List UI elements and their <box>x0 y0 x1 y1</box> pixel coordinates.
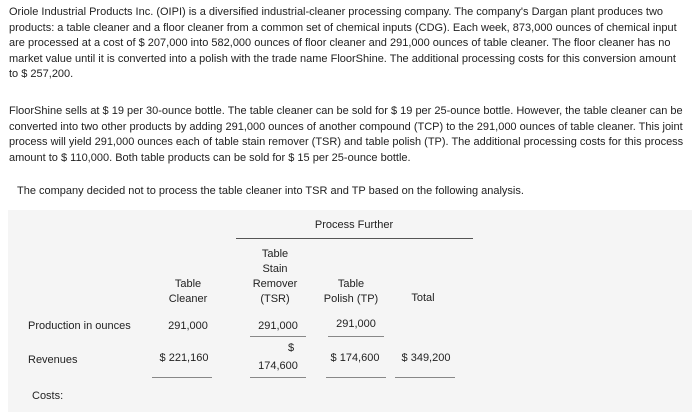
revenues-total: $ 349,200 <box>401 352 451 364</box>
col-header-tsr: Table Stain Remover (TSR) <box>252 248 298 305</box>
problem-paragraph-2: FloorShine sells at $ 19 per 30-ounce bottle. The table cleaner can be sold for $ 19 per 25-ounce bottle. However, the table cleaner can be converted into two other products by adding 291,000 ounces of another compound (TCP) to the 291,000 ounces of table cleaner. This joint process will yield 291,000 ounces each of table stain remover (TSR) and table polish (TP). The additional processing costs for this process amount to $ 110,000. Both table products can be sold for $ 15 per 25-ounce bottle. <box>9 105 684 164</box>
revenues-tsr: 174,600 <box>258 360 298 372</box>
process-further-rule <box>236 238 473 239</box>
process-further-header: Process Further <box>314 219 394 231</box>
analysis-table <box>8 210 692 412</box>
revenues-tp-underline <box>326 377 386 378</box>
row-label-production: Production in ounces <box>28 320 131 332</box>
row-label-costs: Costs: <box>32 390 64 402</box>
revenues-tsr-dollar-sign: $ <box>287 342 295 354</box>
col-header-tp: Table Polish (TP) <box>323 278 379 305</box>
row-label-revenues: Revenues <box>28 354 78 366</box>
col-header-table-cleaner: Table Cleaner <box>168 278 208 305</box>
revenues-table-cleaner-underline <box>152 377 212 378</box>
problem-paragraph-1: Oriole Industrial Products Inc. (OIPI) is a diversified industrial-cleaner processing company. The company's Dargan plant produces two products: a table cleaner and a floor cleaner from a common set of chemical inputs (CDG). Each week, 873,000 ounces of chemical input are processed at a cost of $ 207,000 into 582,000 ounces of floor cleaner and 291,000 ounces of table cleaner. The floor cleaner has no market value until it is converted into a polish with the trade name FloorShine. The additional processing costs for this conversion amount to $ 257,200. <box>9 6 677 81</box>
production-tsr-underline <box>250 336 306 337</box>
production-tp: 291,000 <box>336 318 376 330</box>
revenues-tsr-underline <box>250 377 306 378</box>
problem-paragraph-3: The company decided not to process the table cleaner into TSR and TP based on the following analysis. <box>17 185 524 197</box>
revenues-table-cleaner: $ 221,160 <box>159 352 209 364</box>
revenues-tp: $ 174,600 <box>330 352 380 364</box>
production-tsr: 291,000 <box>258 320 298 332</box>
revenues-total-underline <box>395 377 455 378</box>
production-tp-underline <box>328 336 384 337</box>
col-header-total: Total <box>411 292 435 304</box>
production-table-cleaner: 291,000 <box>168 320 208 332</box>
